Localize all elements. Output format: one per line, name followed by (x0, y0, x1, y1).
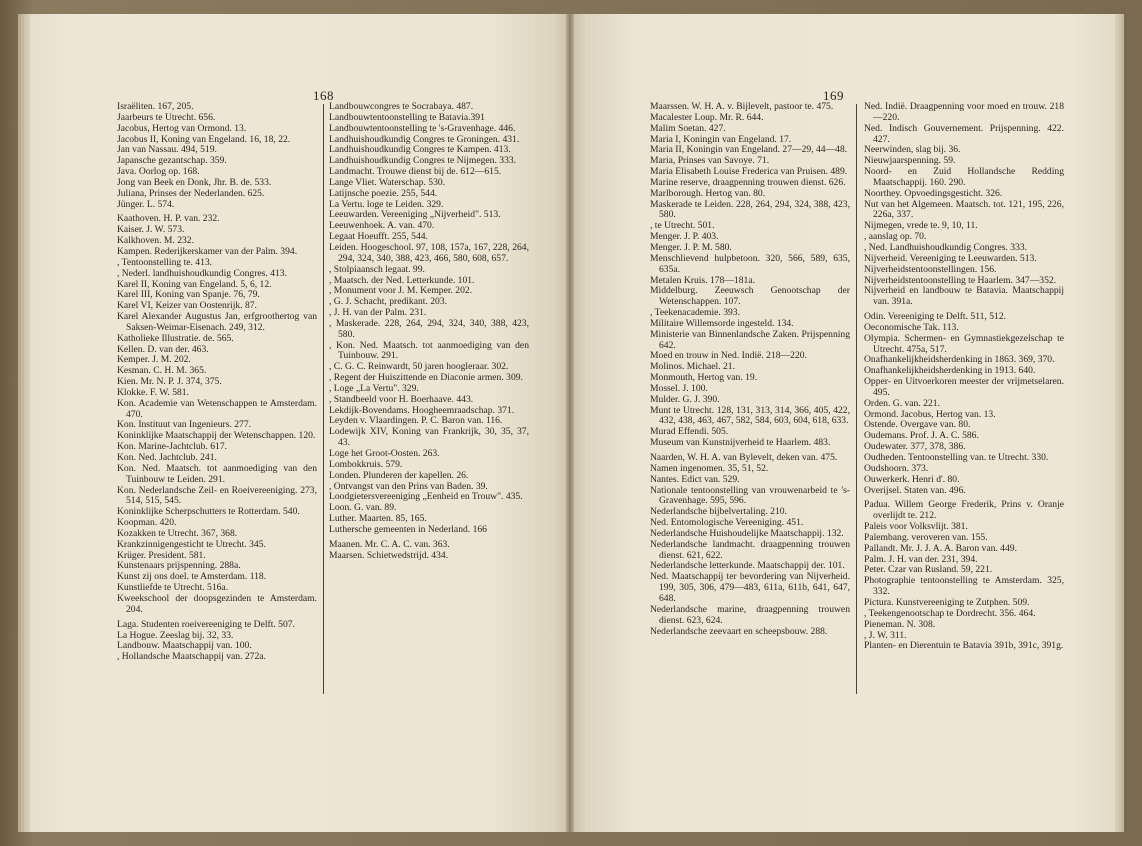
index-entry: Loge het Groot-Oosten. 263. (329, 448, 440, 459)
index-entry: Planten- en Dierentuin te Batavia 391b, 391c, 391g. (864, 640, 1064, 652)
index-entry: Nederlandsche zeevaart en scheepsbouw. 288. (650, 625, 828, 637)
index-entry: Molinos. Michael. 21. (650, 361, 736, 373)
index-entry: Juliana, Prinses der Nederlanden. 625. (117, 187, 265, 199)
index-entry: Leeuwenhoek. A. van. 470. (329, 220, 435, 232)
index-entry: Koopman. 420. (117, 517, 177, 529)
index-entry: Kon. Ned. Maatsch. tot aanmoediging van den Tuinbouw te Leiden. 291. (117, 462, 317, 485)
index-entry: La Hogue. Zeeslag bij. 32, 33. (117, 629, 234, 641)
index-entry: Pallandt. Mr. J. J. A. A. Baron van. 449. (864, 542, 1017, 554)
index-entry: Overijsel. Staten van. 496. (864, 484, 966, 496)
index-entry: Landhuishoudkundig Congres te Nijmegen. 333. (329, 155, 517, 167)
index-entry: Palm. J. H. van der. 231, 394. (864, 553, 978, 565)
index-entry: Koninklijke Scherpschutters te Rotterdam. 540. (117, 506, 300, 518)
index-entry: Ned. Maatschappij ter bevordering van Nijverheid. 199, 305, 306, 479—483, 611a, 611b, 641, 647, 648. (650, 571, 850, 604)
index-entry: Nederlandsche bijbelvertaling. 210. (650, 506, 787, 518)
index-entry: , Kon. Ned. Maatsch. tot aanmoediging van den Tuinbouw. 291. (329, 339, 529, 362)
right-column-divider (856, 104, 857, 694)
index-entry: Kaiser. J. W. 573. (117, 224, 185, 236)
right-page-column-1 (650, 102, 850, 637)
right-page-number: 169 (823, 88, 844, 103)
index-entry: Ministerie van Binnenlandsche Zaken. Prijspenning 642. (650, 328, 850, 351)
index-entry: Kon. Marine-Jachtclub. 617. (117, 441, 228, 453)
index-entry: Loon. G. van. 89. (329, 502, 397, 514)
index-entry: Mulder. G. J. 390. (650, 393, 720, 405)
index-entry: Nijmegen, vrede te. 9, 10, 11. (864, 220, 978, 232)
index-entry: Maarsen. Schietwedstrijd. 434. (329, 549, 449, 561)
index-entry: Kunst zij ons doel. te Amsterdam. 118. (117, 571, 267, 583)
index-entry: Maria II, Koningin van Engeland. 27—29, 44—48. (650, 144, 848, 156)
index-entry: Leiden. Hoogeschool. 97, 108, 157a, 167, 228, 264, 294, 324, 340, 388, 423, 466, 580, 608, 657. (329, 241, 529, 264)
index-entry: Nijverheidstentoonstellingen. 156. (864, 263, 997, 275)
index-entry: Landbouwtentoonstelling te Batavia.391 (329, 111, 485, 123)
index-entry: Krüger. President. 581. (117, 549, 206, 561)
index-entry: Militaire Willemsorde ingesteld. 134. (650, 317, 794, 329)
index-entry: Opper- en Uitvoerkoren meester der vrijmetselaren. 495. (864, 376, 1064, 398)
index-entry: Klokke. F. W. 581. (117, 386, 189, 398)
index-entry: Ostende. Overgave van. 80. (864, 419, 971, 431)
index-entry: Leyden v. Vlaardingen. P. C. Baron van. 116. (329, 415, 503, 427)
index-entry: Ned. Indisch Gouvernement. Prijspenning. 422. 427. (864, 122, 1064, 145)
index-entry: Olympia. Schermen- en Gymnastiekgezelschap te Utrecht. 475a, 517. (864, 332, 1064, 355)
index-entry: Jan van Nassau. 494, 519. (117, 144, 217, 156)
index-entry: , Nederl. landhuishoudkundig Congres. 413. (117, 267, 288, 279)
index-entry: , Maatsch. der Ned. Letterkunde. 101. (329, 274, 475, 286)
index-entry: , aanslag op. 70. (864, 231, 927, 243)
index-entry: Latijnsche poezie. 255, 544. (329, 187, 438, 199)
index-entry: Naarden, W. H. A. van Bylevelt, deken van. 475. (650, 452, 838, 463)
left-page-column-2 (329, 102, 529, 561)
index-entry: Museum van Kunstnijverheid te Haarlem. 483. (650, 437, 831, 449)
index-entry: Japansche gezantschap. 359. (117, 155, 227, 167)
index-entry: Namen ingenomen. 35, 51, 52. (650, 462, 769, 474)
index-entry: Kaathoven. H. P. van. 232. (117, 213, 220, 225)
index-entry: Landbouwcongres te Socrabaya. 487. (329, 101, 474, 112)
index-entry: Mossel. J. 100. (650, 382, 708, 394)
index-entry: Murad Effendi. 505. (650, 426, 729, 438)
index-entry: Odin. Vereeniging te Delft. 511, 512. (864, 311, 1007, 323)
index-entry: Maanen. Mr. C. A. C. van. 363. (329, 538, 450, 550)
index-entry: Nederlandsche marine, draagpenning trouwen dienst. 623, 624. (650, 603, 850, 626)
index-entry: Maskerade te Leiden. 228, 264, 294, 324, 388, 423, 580. (650, 198, 850, 221)
index-entry: Orden. G. van. 221. (864, 397, 940, 409)
index-entry: Ned. Indië. Draagpenning voor moed en trouw. 218—220. (864, 101, 1064, 123)
index-entry: Kon. Academie van Wetenschappen te Amsterdam. 470. (117, 397, 317, 420)
index-entry: Nederlandsche letterkunde. Maatschappij der. 101. (650, 560, 845, 572)
index-entry: Katholieke Illustratie. de. 565. (117, 332, 234, 344)
index-entry: Laga. Studenten roeivereeniging te Delft. 507. (117, 618, 295, 630)
index-entry: Oudemans. Prof. J. A. C. 586. (864, 430, 979, 442)
index-entry: Legaat Hoeufft. 255, 544. (329, 231, 428, 243)
index-entry: Kon. Ned. Jachtclub. 241. (117, 452, 217, 463)
index-entry: , Teekengenootschap te Dordrecht. 356. 464. (864, 607, 1036, 619)
index-entry: Menschlievend hulpbetoon. 320, 566, 589, 635, 635a. (650, 252, 850, 275)
index-entry: Neerwinden, slag bij. 36. (864, 144, 961, 156)
index-entry: Maria Elisabeth Louise Frederica van Pruisen. 489. (650, 166, 848, 178)
index-entry: Menger. J. P. M. 580. (650, 241, 732, 253)
index-entry: Kweekschool der doopsgezinden te Amsterdam. 204. (117, 592, 317, 615)
index-entry: Onafhankelijkheidsherdenking in 1913. 640. (864, 365, 1036, 377)
index-entry: Marine reserve, draagpenning trouwen dienst. 626. (650, 176, 846, 188)
index-entry: Luther. Maarten. 85, 165. (329, 513, 427, 525)
index-entry: Landhuishoudkundig Congres te Groningen. 431. (329, 133, 520, 145)
index-entry: , Ned. Landhuishoudkundig Congres. 333. (864, 241, 1028, 253)
index-entry: Kon. Nederlandsche Zeil- en Roeivereeniging. 273, 514, 515, 545. (117, 484, 317, 507)
index-entry: Pieneman. N. 308. (864, 618, 936, 630)
index-entry: Kien. Mr. N. P. J. 374, 375. (117, 376, 222, 388)
index-entry: , Ontvangst van den Prins van Baden. 39. (329, 480, 488, 492)
index-entry: Kalkhoven. M. 232. (117, 235, 195, 247)
index-entry: Oeconomische Tak. 113. (864, 321, 959, 333)
index-entry: Marlborough. Hertog van. 80. (650, 187, 766, 199)
index-entry: , Standbeeld voor H. Boerhaave. 443. (329, 393, 474, 405)
index-entry: Krankzinnigengesticht te Utrecht. 345. (117, 538, 266, 550)
index-entry: , J. H. van der Palm. 231. (329, 307, 427, 319)
index-entry: Ned. Entomologische Vereeniging. 451. (650, 517, 804, 529)
index-entry: , Monument voor J. M. Kemper. 202. (329, 285, 473, 297)
index-entry: Kunstliefde te Utrecht. 516a. (117, 582, 229, 594)
index-entry: Oudshoorn. 373. (864, 462, 929, 474)
index-entry: Java. Oorlog op. 168. (117, 166, 200, 178)
index-entry: , C. G. C. Reinwardt, 50 jaren hoogleraar. 302. (329, 361, 509, 373)
index-entry: , J. W. 311. (864, 629, 907, 641)
index-entry: Jünger. L. 574. (117, 198, 175, 210)
index-entry: Munt te Utrecht. 128, 131, 313, 314, 366, 405, 422, 432, 438, 463, 467, 582, 584, 603, 604, 618, 633. (650, 404, 850, 427)
index-entry: Maria I, Koningin van Engeland. 17. (650, 133, 792, 145)
index-entry: Jaarbeurs te Utrecht. 656. (117, 111, 216, 123)
index-entry: Nijverheidstentoonstelling te Haarlem. 347—352. (864, 274, 1057, 286)
index-entry: Landhuishoudkundig Congres te Kampen. 413. (329, 144, 511, 156)
index-entry: Karel VI, Keizer van Oostenrijk. 87. (117, 300, 257, 312)
index-entry: Nederlandsche Huishoudelijke Maatschappij. 132. (650, 527, 844, 539)
index-entry: Israëliten. 167, 205. (117, 101, 194, 112)
index-entry: Jacobus, Hertog van Ormond. 13. (117, 122, 247, 134)
left-column-divider (323, 104, 324, 694)
index-entry: Luthersche gemeenten in Nederland. 166 (329, 523, 487, 535)
index-entry: Noord- en Zuid Hollandsche Redding Maatschappij. 160. 290. (864, 166, 1064, 188)
index-entry: Malim Soetan. 427. (650, 122, 726, 134)
index-entry: Kon. Instituut van Ingenieurs. 277. (117, 419, 252, 431)
index-entry: , Regent der Huiszittende en Diaconie armen. 309. (329, 372, 523, 384)
index-entry: Nut van het Algemeen. Maatsch. tot. 121, 195, 226, 226a, 337. (864, 198, 1064, 221)
index-entry: Karel Alexander Augustus Jan, erfgroothertog van Saksen-Weimar-Eisenach. 249, 312. (117, 311, 317, 333)
index-entry: Lekdijk-Bovendams. Hoogheemraadschap. 371. (329, 404, 515, 416)
index-entry: Nijverheid. Vereeniging te Leeuwarden. 513. (864, 252, 1037, 264)
index-entry: , Maskerade. 228, 264, 294, 324, 340, 388, 423, 580. (329, 317, 529, 340)
index-entry: Kesman. C. H. M. 365. (117, 365, 207, 377)
index-entry: Lange Vliet. Waterschap. 530. (329, 176, 446, 188)
index-entry: Lodewijk XIV, Koning van Frankrijk, 30, 35, 37, 43. (329, 426, 529, 449)
index-entry: Peter. Czar van Rusland. 59, 221. (864, 564, 993, 576)
index-entry: Nijverheid en landbouw te Batavia. Maatschappij van. 391a. (864, 285, 1064, 308)
right-page-column-2 (864, 102, 1064, 652)
index-entry: Padua. Willem George Frederik, Prins v. Oranje overlijdt te. 212. (864, 499, 1064, 522)
index-entry: Kellen. D. van der. 463. (117, 343, 209, 355)
index-entry: , Stolpiaansch legaat. 99. (329, 263, 425, 275)
book-gutter (566, 14, 574, 832)
index-entry: Nantes. Edict van. 529. (650, 473, 740, 485)
index-entry: , Loge „La Vertu". 329. (329, 382, 419, 394)
index-entry: Leeuwarden. Vereeniging „Nijverheid". 513. (329, 209, 501, 221)
index-entry: Maria, Prinses van Savoye. 71. (650, 155, 770, 167)
index-entry: Jacobus II, Koning van Engeland. 16, 18, 22. (117, 133, 291, 145)
index-entry: Nieuwjaarspenning. 59. (864, 155, 956, 167)
index-entry: Kozakken te Utrecht. 367, 368. (117, 527, 238, 539)
index-entry: Landbouw. Maatschappij van. 100. (117, 640, 252, 652)
index-entry: Karel III, Koning van Spanje. 76, 79. (117, 289, 260, 301)
index-entry: Onafhankelijkheidsherdenking in 1863. 369, 370. (864, 354, 1055, 366)
index-entry: , Hollandsche Maatschappij van. 272a. (117, 651, 266, 663)
index-entry: , Tentoonstelling te. 413. (117, 256, 213, 268)
index-entry: Middelburg. Zeeuwsch Genootschap der Wetenschappen. 107. (650, 285, 850, 308)
index-entry: Karel II, Koning van Engeland. 5, 6, 12. (117, 278, 272, 290)
index-entry: Kampen. Rederijkerskamer van der Palm. 394. (117, 245, 298, 257)
index-entry: Ormond. Jacobus, Hertog van. 13. (864, 408, 996, 420)
left-page-column-1 (117, 102, 317, 663)
index-entry: Londen. Plunderen der kapellen. 26. (329, 469, 469, 481)
index-entry: Maarssen. W. H. A. v. Bijlevelt, pastoor te. 475. (650, 101, 834, 112)
index-entry: Nederlandsche landmacht. draagpenning trouwen dienst. 621, 622. (650, 538, 850, 561)
index-entry: Loodgietersvereeniging „Eenheid en Trouw". 435. (329, 491, 523, 503)
index-entry: Photographie tentoonstelling te Amsterdam. 325, 332. (864, 575, 1064, 598)
index-entry: Lombokkruis. 579. (329, 458, 403, 470)
index-entry: Menger. J. P. 403. (650, 231, 719, 243)
index-entry: , G. J. Schacht, predikant. 203. (329, 296, 448, 308)
index-entry: Oudewater. 377, 378, 386. (864, 441, 966, 453)
index-entry: Landbouwtentoonstelling te 's-Gravenhage. 446. (329, 122, 516, 134)
index-entry: Kunstenaars prijspenning. 288a. (117, 560, 241, 572)
left-page-number: 168 (313, 88, 334, 103)
index-entry: Palembang. veroveren van. 155. (864, 531, 988, 543)
index-entry: Monmouth, Hertog van. 19. (650, 372, 758, 384)
index-entry: Jong van Beek en Donk, Jhr. B. de. 533. (117, 176, 272, 188)
index-entry: Noorthey. Opvoedingsgesticht. 326. (864, 187, 1003, 199)
index-entry: Kemper. J. M. 202. (117, 354, 191, 366)
index-entry: Landmacht. Trouwe dienst bij de. 612—615. (329, 166, 502, 178)
index-entry: Ouwerkerk. Henri d'. 80. (864, 473, 960, 485)
index-entry: , te Utrecht. 501. (650, 220, 715, 232)
index-entry: Pictura. Kunstvereeniging te Zutphen. 509. (864, 596, 1030, 608)
index-entry: Oudheden. Tentoonstelling van. te Utrecht. 330. (864, 452, 1049, 463)
index-entry: Paleis voor Volksvlijt. 381. (864, 521, 968, 533)
index-entry: La Vertu. loge te Leiden. 329. (329, 198, 444, 210)
index-entry: Metalen Kruis. 178—181a. (650, 274, 755, 286)
index-entry: Nationale tentoonstelling van vrouwenarbeid te 's-Gravenhage. 595, 596. (650, 484, 850, 507)
index-entry: , Teekenacademie. 393. (650, 307, 740, 319)
index-entry: Moed en trouw in Ned. Indië. 218—220. (650, 350, 807, 362)
index-entry: Koninklijke Maatschappij der Wetenschappen. 120. (117, 430, 316, 442)
index-entry: Macalester Loup. Mr. R. 644. (650, 111, 764, 123)
